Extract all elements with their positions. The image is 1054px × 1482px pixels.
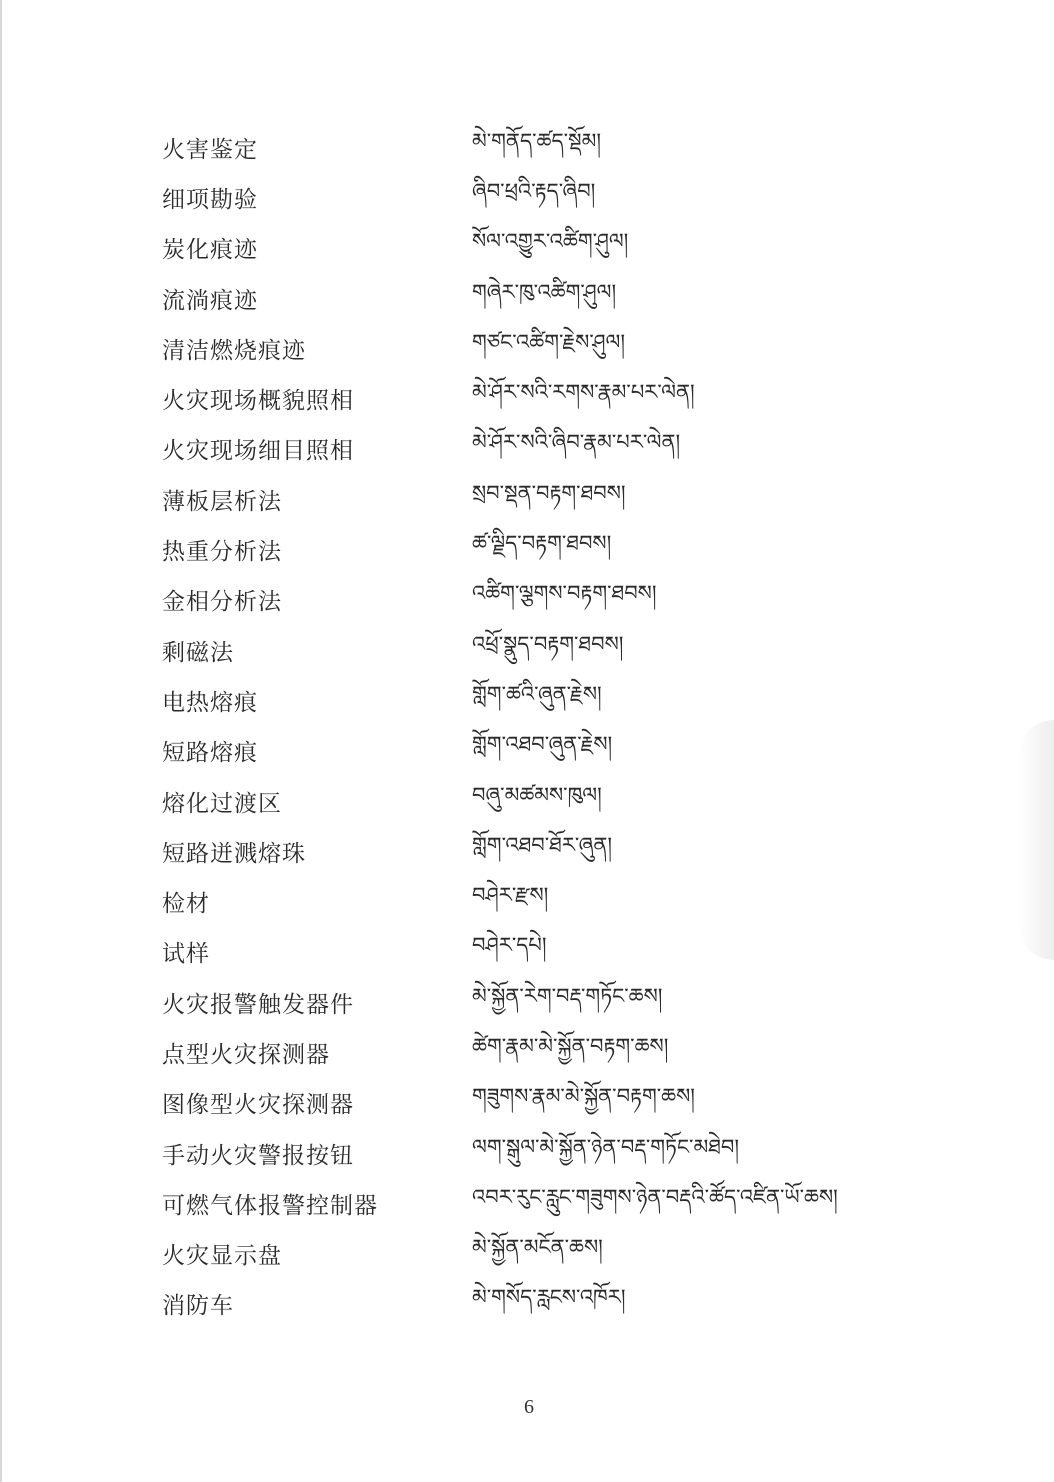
- term-row: [162, 1128, 1022, 1178]
- page-number: 6: [524, 1396, 534, 1418]
- tibetan-term: འཕྲོ་སྣུད་བརྟག་ཐབས།: [472, 631, 624, 656]
- term-row: [162, 122, 1022, 172]
- tibetan-term: མེ་ཤོར་སའི་རགས་རྣམ་པར་ལེན།: [472, 380, 695, 405]
- term-row: [162, 172, 1022, 222]
- chinese-term: 短路迸溅熔珠: [162, 840, 306, 867]
- tibetan-term: གློག་ཚའི་ཞུན་རྗེས།: [472, 681, 602, 706]
- tibetan-term: འབར་རུང་རླུང་གཟུགས་ཉེན་བརྡའི་ཚོད་འཛིན་ཡོ་ཆས།: [472, 1184, 838, 1209]
- tibetan-term: མེ་ཤོར་སའི་ཞིབ་རྣམ་པར་ལེན།: [472, 430, 681, 455]
- term-row: [162, 625, 1022, 675]
- tibetan-term: མེ་སྐྱོན་རེག་བརྡ་གཏོང་ཆས།: [472, 983, 663, 1008]
- tibetan-term: གཙང་འཚིག་རྗེས་ཤུལ།: [472, 329, 626, 354]
- chinese-term: 火害鉴定: [162, 136, 258, 163]
- chinese-term: 热重分析法: [162, 539, 282, 566]
- chinese-term: 火灾显示盘: [162, 1243, 282, 1270]
- tibetan-term: མེ་གནོད་ཚད་སྡོམ།: [472, 128, 601, 153]
- chinese-term: 可燃气体报警控制器: [162, 1192, 378, 1219]
- tibetan-term: བཞུ་མཚམས་ཁུལ།: [472, 782, 602, 807]
- tibetan-term: མེ་སྐྱོན་མངོན་ཆས།: [472, 1235, 603, 1260]
- chinese-term: 火灾报警触发器件: [162, 991, 354, 1018]
- term-row: [162, 1178, 1022, 1228]
- tibetan-term: བཤེར་དཔེ།: [472, 933, 547, 958]
- chinese-term: 点型火灾探测器: [162, 1041, 330, 1068]
- term-row: [162, 675, 1022, 725]
- tibetan-term: སོལ་འགྱུར་འཚིག་ཤུལ།: [472, 229, 629, 254]
- chinese-term: 火灾现场细目照相: [162, 438, 354, 465]
- tibetan-term: བཤེར་རྫས།: [472, 883, 549, 908]
- term-row: [162, 1229, 1022, 1279]
- chinese-term: 检材: [162, 891, 210, 918]
- term-row: [162, 776, 1022, 826]
- chinese-term: 金相分析法: [162, 589, 282, 616]
- chinese-term: 短路熔痕: [162, 740, 258, 767]
- tibetan-term: མེ་གསོད་རླངས་འཁོར།: [472, 1285, 626, 1310]
- chinese-term: 火灾现场概貌照相: [162, 388, 354, 415]
- chinese-term: 熔化过渡区: [162, 790, 282, 817]
- chinese-term: 手动火灾警报按钮: [162, 1142, 354, 1169]
- term-row: [162, 977, 1022, 1027]
- tibetan-term: ལག་སྒུལ་མེ་སྐྱོན་ཉེན་བརྡ་གཏོང་མཐེབ།: [472, 1134, 740, 1159]
- chinese-term: 电热熔痕: [162, 689, 258, 716]
- term-row: [162, 373, 1022, 423]
- chinese-term: 炭化痕迹: [162, 237, 258, 264]
- chinese-term: 薄板层析法: [162, 488, 282, 515]
- term-row: [162, 323, 1022, 373]
- term-row: [162, 273, 1022, 323]
- page-edge-shadow: [1018, 720, 1054, 960]
- term-row: [162, 1027, 1022, 1077]
- tibetan-term: ཞིབ་ཕྲའི་རྟད་ཞིབ།: [472, 178, 596, 203]
- term-row: [162, 826, 1022, 876]
- chinese-term: 图像型火灾探测器: [162, 1092, 354, 1119]
- tibetan-term: གློག་འཐབ་ཞུན་རྗེས།: [472, 732, 613, 757]
- term-row: [162, 876, 1022, 926]
- chinese-term: 清洁燃烧痕迹: [162, 337, 306, 364]
- term-row: [162, 474, 1022, 524]
- term-row: [162, 223, 1022, 273]
- term-row: [162, 726, 1022, 776]
- term-row: [162, 1279, 1022, 1329]
- term-row: [162, 1078, 1022, 1128]
- tibetan-term: སྲབ་སྡན་བརྟག་ཐབས།: [472, 480, 626, 505]
- chinese-term: 剩磁法: [162, 639, 234, 666]
- tibetan-term: ཚ་ལྗིད་བརྟག་ཐབས།: [472, 531, 612, 556]
- glossary-term-list: [162, 122, 1022, 1329]
- term-row: [162, 424, 1022, 474]
- tibetan-term: ཚེག་རྣམ་མེ་སྐྱོན་བརྟག་ཆས།: [472, 1034, 669, 1058]
- term-row: [162, 575, 1022, 625]
- tibetan-term: འཚིག་ལྕགས་བརྟག་ཐབས།: [472, 581, 657, 606]
- tibetan-term: གཞེར་ཁུ་འཚིག་ཤུལ།: [472, 279, 617, 304]
- chinese-term: 细项勘验: [162, 186, 258, 213]
- chinese-term: 试样: [162, 941, 210, 968]
- chinese-term: 消防车: [162, 1293, 234, 1320]
- term-row: [162, 524, 1022, 574]
- chinese-term: 流淌痕迹: [162, 287, 258, 314]
- tibetan-term: གློག་འཐབ་ཐོར་ཞུན།: [472, 832, 613, 857]
- tibetan-term: གཟུགས་རྣམ་མེ་སྐྱོན་བརྟག་ཆས།: [472, 1084, 695, 1109]
- term-row: [162, 927, 1022, 977]
